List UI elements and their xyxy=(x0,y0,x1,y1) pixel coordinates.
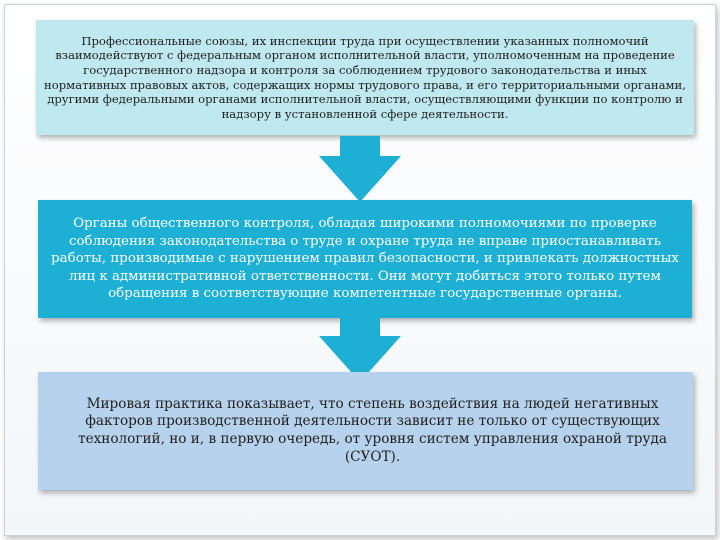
text-block-top xyxy=(36,20,694,135)
text-block-bottom-text: Мировая практика показывает, что степень воздействия на людей негативных факторов производственной деятельности зависит не только от существующих технологий, но и, в первую очередь, от уровня систем управления охраной труда (СУОТ). xyxy=(78,395,667,465)
arrow-down-icon xyxy=(319,136,401,202)
text-block-middle xyxy=(38,200,692,318)
text-block-top-text: Профессиональные союзы, их инспекции труда при осуществлении указанных полномочий взаимодействуют с федеральным органом исполнительной власти, уполномоченным на проведение государственного надзора и контроля за соблюдением трудового законодательства и иных нормативных правовых актов, содержащих нормы трудового права, и его территориальными органами, другими федеральными органами исполнительной власти, осуществляющими функции по контролю и надзору в установленной сфере деятельности. xyxy=(44,33,686,121)
text-block-bottom xyxy=(38,372,693,490)
text-block-middle-text: Органы общественного контроля, обладая широкими полномочиями по проверке соблюдения законодательства о труде и охране труда не вправе приостанавливать работы, производимые с нарушением правил безопасности, и привлекать должностных лиц к административной ответственности. Они могут добиться этого только путем обращения в соответствующие компетентные государственные органы. xyxy=(51,216,679,302)
